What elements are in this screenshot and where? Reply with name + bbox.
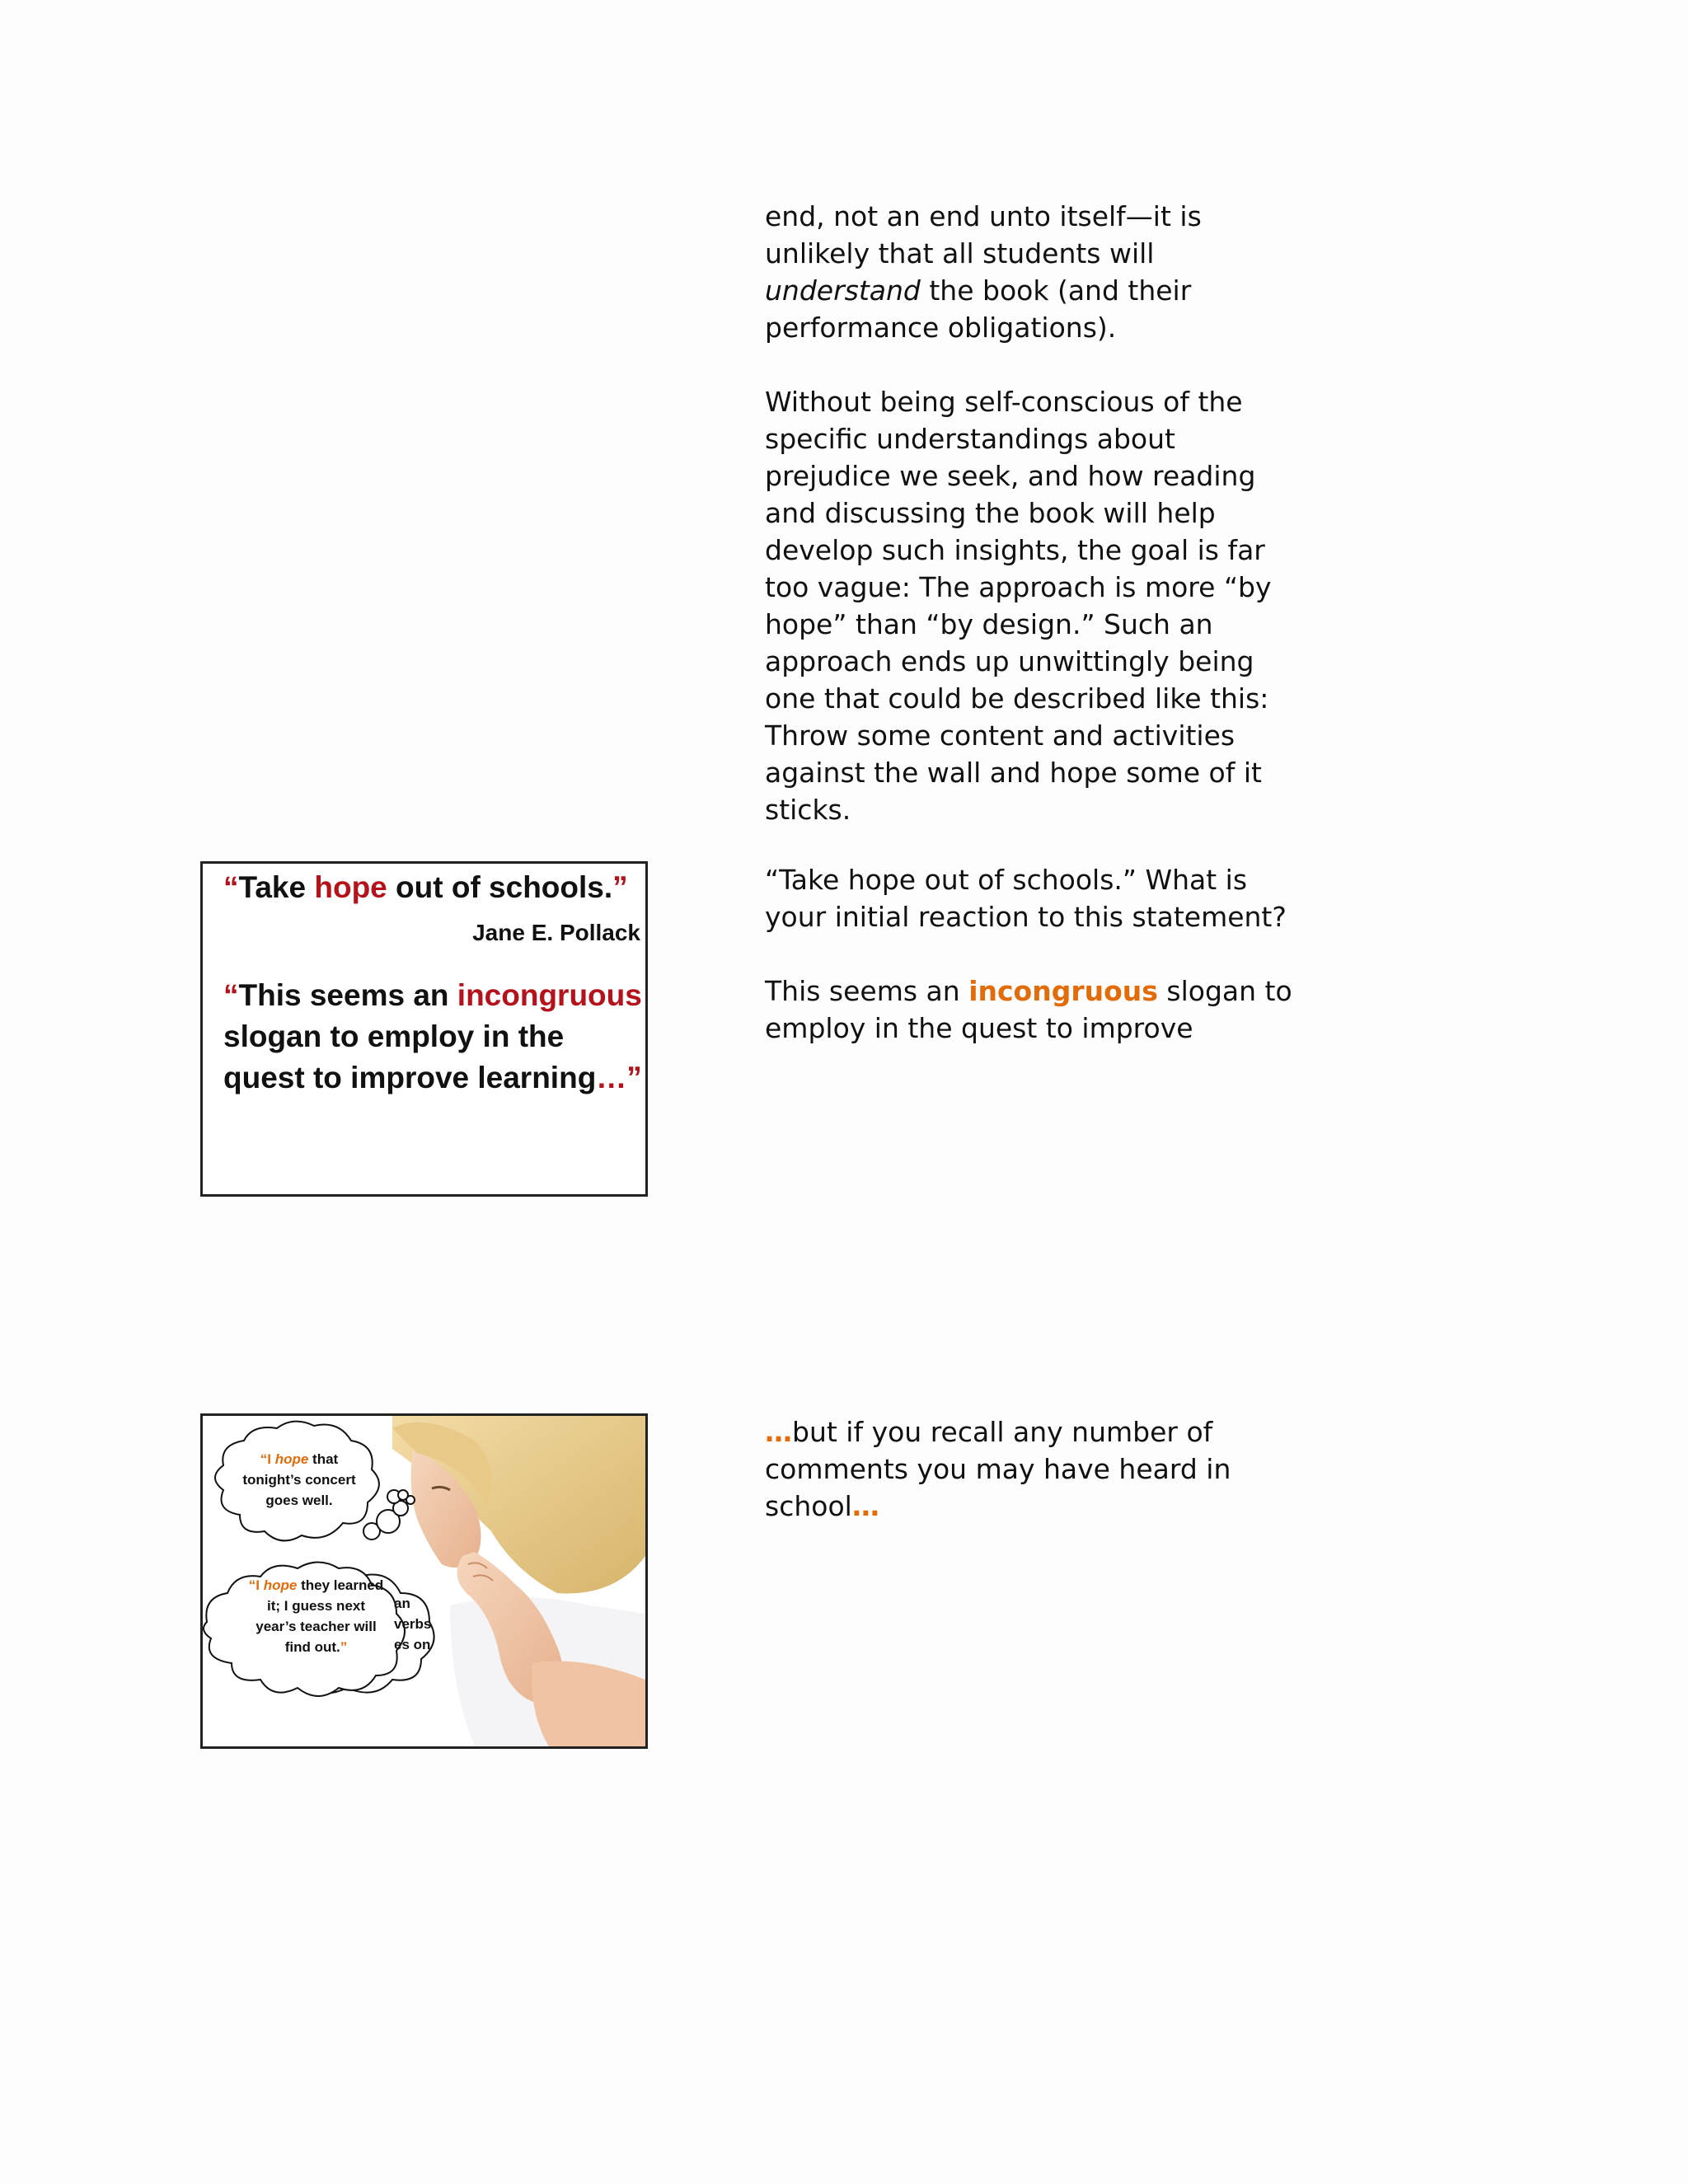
- quote-keyword: hope: [263, 1577, 298, 1593]
- quote-text: “I: [260, 1451, 275, 1467]
- notes-text: end, not an end unto itself—it is unlikely that all students will: [765, 200, 1202, 269]
- quote-mark: “: [223, 870, 239, 904]
- quote-text: out of schools.: [387, 870, 613, 904]
- slide-thought-bubbles: [200, 1413, 648, 1749]
- notes-bottom-paragraph: [765, 1413, 1309, 1525]
- notes-top: [765, 198, 1309, 828]
- quote-text: they learned it; I guess next year’s teacher will find out.: [256, 1577, 384, 1655]
- ellipsis: …: [765, 1416, 792, 1448]
- notes-text: but if you recall any number of comments you may have heard in school: [765, 1416, 1231, 1522]
- quote-text: “I: [248, 1577, 264, 1593]
- notes-text: the book (and their performance obligations).: [765, 274, 1192, 344]
- ellipsis: …: [851, 1490, 879, 1522]
- quote-mark: ”: [340, 1639, 348, 1655]
- quote-keyword: incongruous: [457, 978, 642, 1012]
- quote-author: Jane E. Pollack: [472, 920, 640, 945]
- quote-keyword: hope: [274, 1451, 309, 1467]
- partial-text: an: [394, 1596, 410, 1611]
- quote-text: slogan to employ in the quest to improve learning: [223, 1019, 597, 1094]
- notes-mid: [765, 861, 1309, 1047]
- notes-emphasis: understand: [765, 274, 921, 307]
- notes-top-paragraph-1: [765, 198, 1309, 346]
- quote-mark: “: [223, 978, 239, 1012]
- ellipsis: …: [596, 1061, 627, 1094]
- notes-keyword: incongruous: [968, 975, 1158, 1007]
- notes-text: slogan to employ in the quest to improve: [765, 975, 1292, 1044]
- notes-mid-paragraph-1: “Take hope out of schools.” What is your initial reaction to this statement?: [765, 864, 1287, 933]
- quote-keyword: hope: [314, 870, 387, 904]
- quote-text: Take: [238, 870, 315, 904]
- partial-text: verbs: [394, 1616, 432, 1632]
- quote-mark: ”: [626, 1061, 642, 1094]
- notes-text: This seems an: [765, 975, 969, 1007]
- partial-text: es on: [394, 1637, 431, 1652]
- quote-text: This seems an: [238, 978, 457, 1012]
- slide-quote-title: [223, 870, 628, 905]
- thought-bubble-1-text: [237, 1449, 361, 1511]
- thought-bubble-2-text: [248, 1575, 384, 1657]
- slide-quote: [200, 861, 648, 1197]
- quote-text: that tonight’s concert goes well.: [242, 1451, 356, 1508]
- slide-quote-body: [223, 975, 644, 1099]
- notes-top-paragraph-2: Without being self-conscious of the specific understandings about prejudice we seek, and how reading and discussing the book will help develop such insights, the goal is far too vague: The approach is more “by hope” than “by design.” Such an approach ends up unwittingly being one that could be described like this: Throw some content and activities against the wall and hope some of it sticks.: [765, 386, 1272, 826]
- thought-bubble-back-text: [394, 1593, 443, 1655]
- quote-mark: ”: [612, 870, 628, 904]
- notes-bottom: [765, 1413, 1309, 1525]
- notes-mid-paragraph-2: [765, 972, 1309, 1047]
